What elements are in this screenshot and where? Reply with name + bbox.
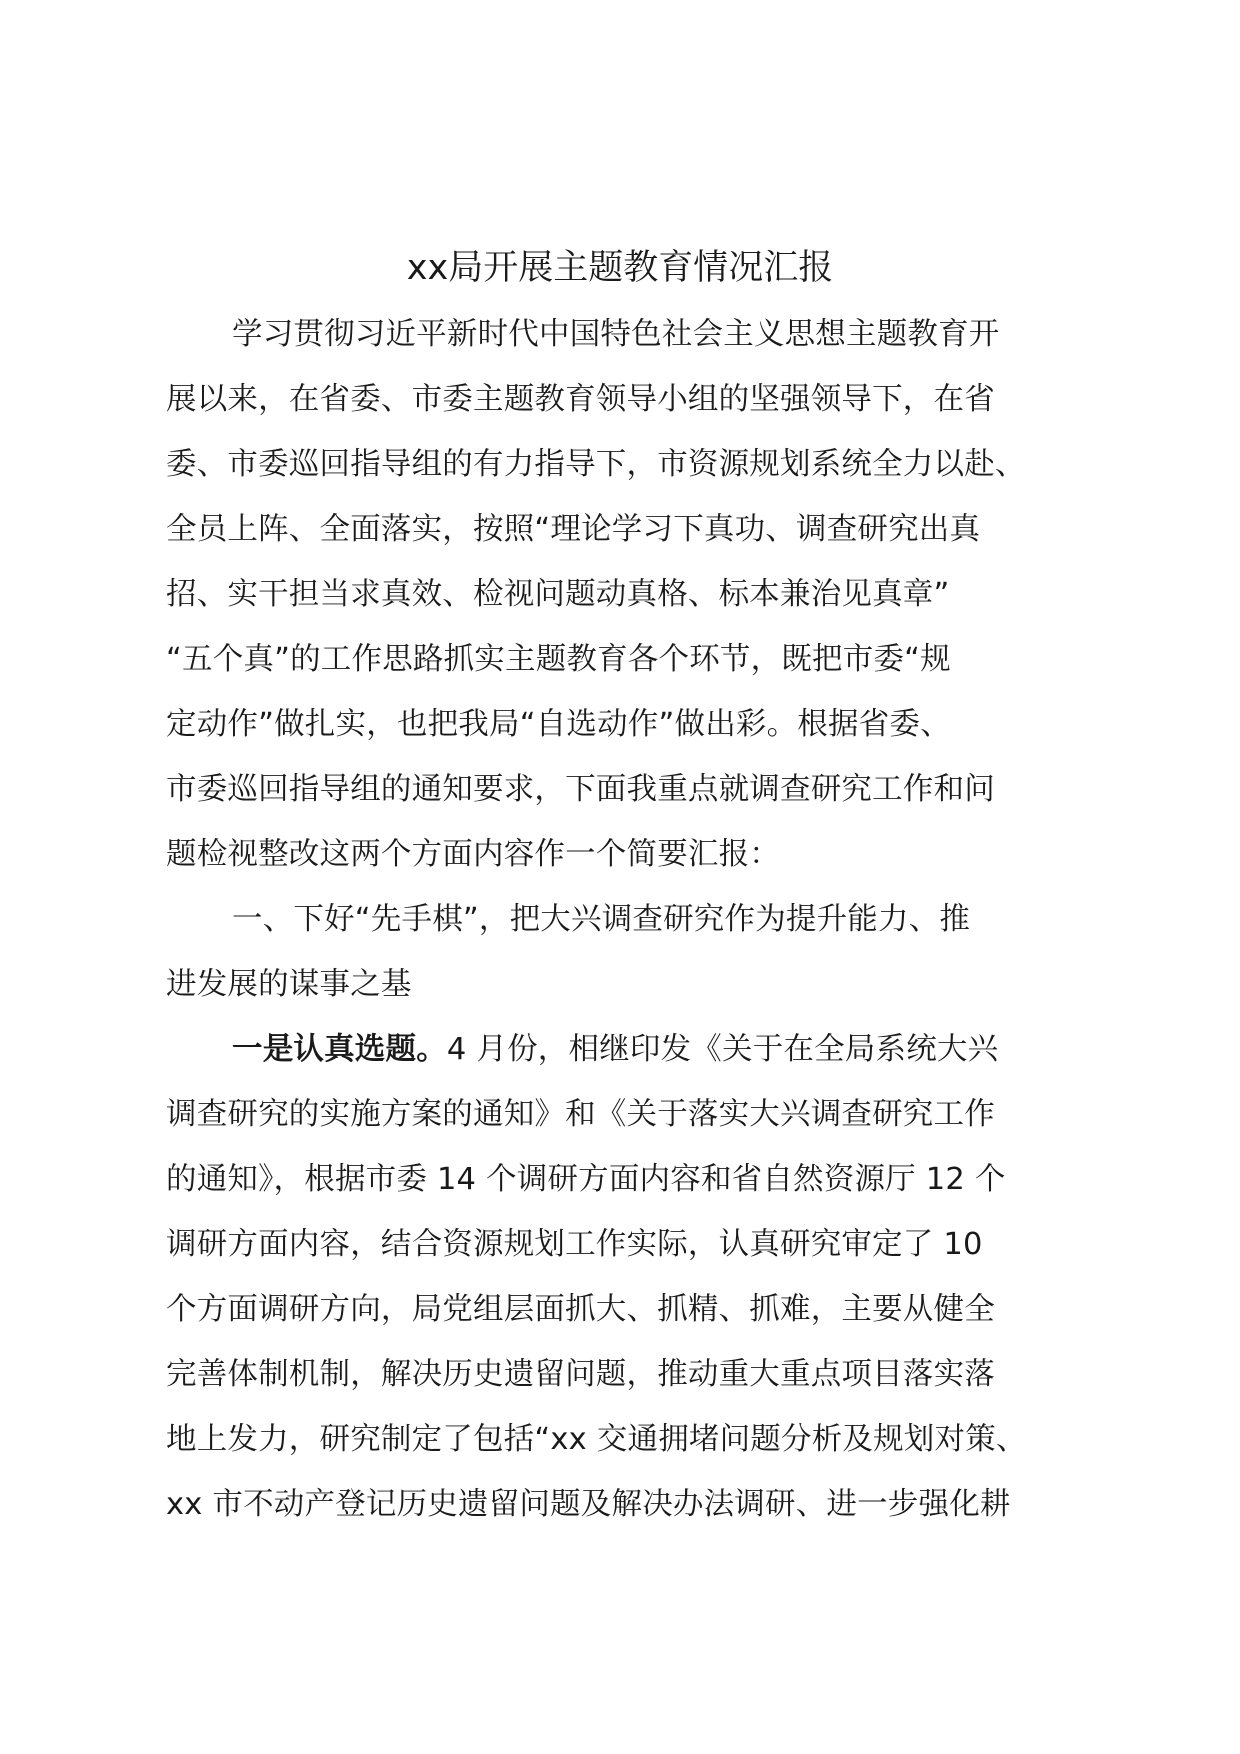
line-text: 的通知》，根据市委 14 个调研方面内容和省自然资源厅 12 个 <box>166 1162 1006 1197</box>
document-title: xx局开展主题教育情况汇报 <box>406 248 834 288</box>
line-text: 定动作”做扎实，也把我局“自选动作”做出彩。根据省委、 <box>166 707 951 742</box>
paragraph-line <box>166 822 1096 887</box>
line-text: 展以来，在省委、市委主题教育领导小组的坚强领导下，在省 <box>166 382 995 417</box>
line-text: 完善体制机制，解决历史遗留问题，推动重大重点项目落实落 <box>166 1357 995 1392</box>
paragraph-line <box>166 757 1096 822</box>
paragraph-line <box>166 432 1096 497</box>
paragraph-line <box>166 302 1096 367</box>
paragraph-line <box>166 562 1096 627</box>
paragraph-line <box>166 1472 1096 1537</box>
section-heading-line <box>166 887 1096 952</box>
line-text: “五个真”的工作思路抓实主题教育各个环节，既把市委“规 <box>166 642 951 677</box>
line-text: 题检视整改这两个方面内容作一个简要汇报： <box>166 837 780 872</box>
line-text: 调研方面内容，结合资源规划工作实际，认真研究审定了 10 <box>166 1227 983 1262</box>
line-text: 个方面调研方向，局党组层面抓大、抓精、抓难，主要从健全 <box>166 1292 995 1327</box>
line-text: 委、市委巡回指导组的有力指导下，市资源规划系统全力以赴、 <box>166 447 1026 482</box>
paragraph-line <box>166 1147 1096 1212</box>
line-text: 全员上阵、全面落实，按照“理论学习下真功、调查研究出真 <box>166 512 981 547</box>
line-text: 招、实干担当求真效、检视问题动真格、标本兼治见真章” <box>166 577 950 612</box>
document-body <box>166 302 1096 1537</box>
paragraph-line <box>166 627 1096 692</box>
line-text: 学习贯彻习近平新时代中国特色社会主义思想主题教育开 <box>232 317 1000 352</box>
line-text: 市委巡回指导组的通知要求，下面我重点就调查研究工作和问 <box>166 772 995 807</box>
paragraph-line <box>166 1407 1096 1472</box>
paragraph-line <box>166 1082 1096 1147</box>
paragraph-line <box>166 1212 1096 1277</box>
paragraph-line <box>166 1277 1096 1342</box>
section-heading-line <box>166 952 1096 1017</box>
paragraph-line <box>166 692 1096 757</box>
bold-lead-text: 一是认真选题。 <box>232 1032 447 1067</box>
line-text: 4 月份，相继印发《关于在全局系统大兴 <box>446 1032 999 1067</box>
paragraph-line <box>166 497 1096 562</box>
section-heading-text: 一、下好“先手棋”，把大兴调查研究作为提升能力、推 <box>232 902 971 937</box>
paragraph-line <box>166 367 1096 432</box>
paragraph-line <box>166 1017 1096 1082</box>
line-text: xx 市不动产登记历史遗留问题及解决办法调研、进一步强化耕 <box>166 1487 1011 1522</box>
paragraph-line <box>166 1342 1096 1407</box>
line-text: 调查研究的实施方案的通知》和《关于落实大兴调查研究工作 <box>166 1097 995 1132</box>
line-text: 地上发力，研究制定了包括“xx 交通拥堵问题分析及规划对策、 <box>166 1422 1027 1457</box>
section-heading-text: 进发展的谋事之基 <box>166 967 412 1002</box>
